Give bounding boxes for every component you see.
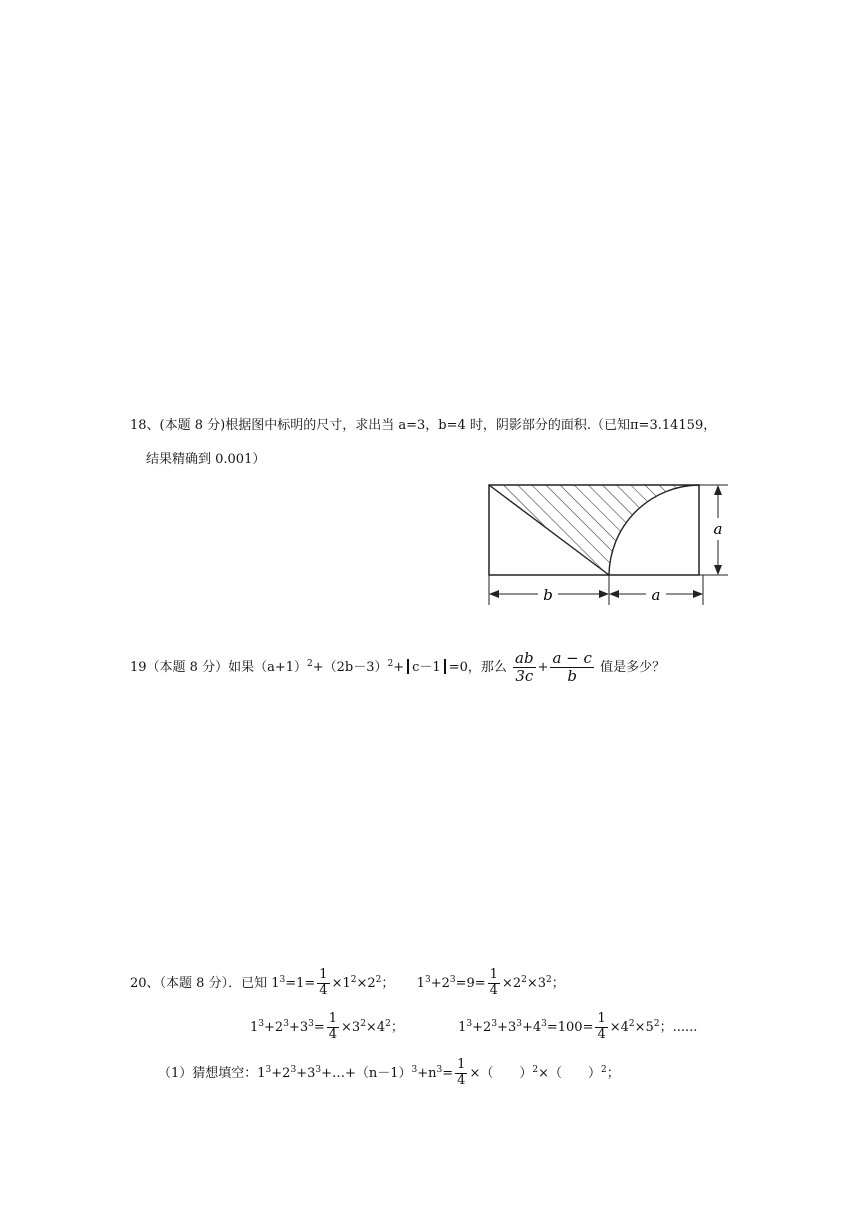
abs-bar-left	[407, 659, 409, 674]
q19-suffix: 值是多少？	[600, 660, 666, 675]
text-fragment: ×3	[341, 1020, 361, 1035]
text-fragment: 4	[319, 983, 328, 998]
exponent: 2	[385, 1019, 391, 1029]
text-fragment: ；	[390, 1020, 404, 1035]
q20-part1	[158, 1052, 620, 1096]
q19-line	[130, 646, 665, 690]
q19-prefix: 19（本题 8 分）如果（a+1）	[130, 660, 307, 675]
q18-figure	[480, 476, 740, 612]
exponent: 2	[546, 975, 552, 985]
text-fragment: ×5	[634, 1020, 654, 1035]
fraction-one-quarter	[455, 1058, 467, 1089]
q18-text-line1: 18、(本题 8 分)根据图中标明的尺寸，求出当 a=3，b=4 时，阴影部分的面积.（已知π=3.14159，	[130, 418, 717, 433]
exponent: 2	[601, 1065, 607, 1075]
exponent: 3	[290, 1065, 297, 1075]
label-a-right: a	[713, 520, 723, 538]
exponent: 3	[265, 1065, 272, 1075]
text-fragment: 1	[250, 1020, 259, 1035]
text-fragment: 4	[489, 983, 498, 998]
text-fragment: +n	[417, 1066, 437, 1081]
text-fragment: 3c	[513, 667, 536, 685]
text-fragment: +2	[271, 1066, 291, 1081]
blank-1: ×（ ）	[469, 1066, 533, 1081]
q20-prefix: 20、（本题 8 分）．已知 1	[130, 976, 280, 991]
text-fragment: =1=	[285, 976, 316, 991]
label-a-bottom: a	[651, 586, 661, 604]
text-fragment: 1	[597, 1011, 606, 1027]
text-fragment: ；	[551, 976, 565, 991]
text-fragment: ；	[381, 976, 395, 991]
text-fragment: +（2b－3）	[312, 660, 388, 675]
text-fragment: ；	[606, 1066, 620, 1081]
exponent: 3	[258, 1019, 265, 1029]
text-fragment: b	[550, 667, 593, 685]
text-fragment: +3	[497, 1020, 517, 1035]
q18-text-line2: 结果精确到 0.001）	[146, 452, 266, 467]
text-fragment: +3	[296, 1066, 316, 1081]
text-fragment: =0，那么	[448, 660, 507, 675]
exponent: 3	[436, 1065, 443, 1075]
text-fragment: =	[442, 1066, 454, 1081]
shaded-region	[489, 485, 699, 575]
exponent: 2	[307, 659, 313, 669]
exponent: 2	[521, 975, 527, 985]
text-fragment: ×4	[609, 1020, 629, 1035]
exponent: 3	[491, 1019, 498, 1029]
text-fragment: +2	[472, 1020, 492, 1035]
text-fragment: 1	[458, 1020, 467, 1035]
text-fragment: 1	[416, 976, 425, 991]
q20-line2	[250, 1006, 697, 1050]
abs-bar-right	[444, 659, 446, 674]
blank-2: ×（ ）	[538, 1066, 601, 1081]
text-fragment: +2	[264, 1020, 284, 1035]
label-b: b	[543, 586, 553, 604]
text-fragment: （1）猜想填空：1	[158, 1066, 266, 1081]
text-fragment: =9=	[455, 976, 486, 991]
exponent: 3	[424, 975, 431, 985]
fraction-one-quarter	[327, 1012, 339, 1043]
text-fragment: 1	[319, 967, 328, 983]
q20-line1	[130, 962, 565, 1006]
exponent: 3	[516, 1019, 522, 1029]
text-fragment: 1	[457, 1057, 466, 1073]
text-fragment: ×3	[526, 976, 547, 991]
exponent: 3	[308, 1019, 314, 1029]
text-fragment: +3	[288, 1020, 309, 1035]
text-fragment: 4	[457, 1073, 466, 1088]
exponent: 3	[283, 1019, 289, 1029]
exponent: 2	[360, 1019, 366, 1029]
text-fragment: =100=	[546, 1020, 594, 1035]
exponent: 3	[541, 1019, 547, 1029]
text-fragment: 1	[489, 967, 498, 983]
text-fragment: +…+（n－1）	[321, 1066, 412, 1081]
text-fragment: 4	[597, 1027, 606, 1042]
text-fragment: a − c	[552, 648, 592, 667]
text-fragment: ；......	[659, 1020, 698, 1035]
fraction-a-minus-c-over-b	[550, 650, 593, 686]
exponent: 2	[532, 1065, 539, 1075]
exponent: 3	[315, 1065, 322, 1075]
exponent: 3	[279, 975, 286, 985]
fraction-ab-over-3c	[513, 650, 536, 686]
fraction-one-quarter	[595, 1012, 607, 1043]
text-fragment: ×2	[356, 976, 376, 991]
exponent: 2	[375, 975, 382, 985]
fraction-one-quarter	[317, 968, 329, 999]
text-fragment: +4	[521, 1020, 542, 1035]
text-fragment: ×2	[501, 976, 522, 991]
exponent: 3	[411, 1065, 418, 1075]
text-fragment: 4	[328, 1027, 338, 1042]
exponent: 2	[387, 659, 394, 669]
text-fragment: +2	[430, 976, 450, 991]
exponent: 2	[653, 1019, 660, 1029]
exponent: 3	[466, 1019, 473, 1029]
text-fragment: ×1	[331, 976, 351, 991]
abs-content: c－1	[412, 660, 441, 675]
text-fragment: =	[313, 1020, 325, 1035]
exponent: 3	[449, 975, 456, 985]
text-fragment: ×4	[365, 1020, 386, 1035]
text-fragment: +	[537, 660, 549, 675]
exponent: 2	[628, 1019, 635, 1029]
text-fragment: 1	[328, 1011, 338, 1027]
text-fragment: +	[393, 660, 405, 675]
fraction-one-quarter	[488, 968, 500, 999]
exponent: 2	[350, 975, 357, 985]
text-fragment: ab	[515, 648, 534, 667]
